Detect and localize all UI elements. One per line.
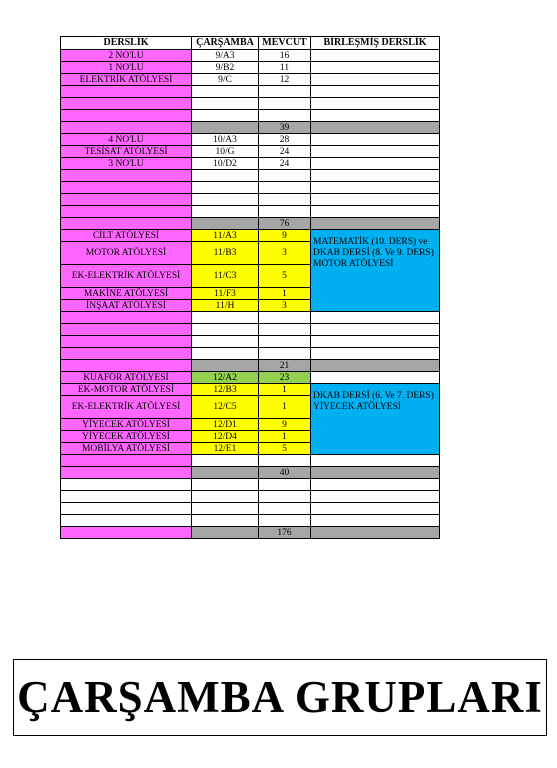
derslik-cell — [61, 218, 192, 230]
mevcut-cell: 176 — [259, 527, 311, 539]
carsamba-cell: 11/A3 — [192, 230, 259, 242]
carsamba-cell — [192, 206, 259, 218]
table-row — [61, 324, 440, 336]
derslik-cell: YİYECEK ATÖLYESİ — [61, 419, 192, 431]
derslik-cell: TESİSAT ATÖLYESİ — [61, 146, 192, 158]
mevcut-cell: 11 — [259, 62, 311, 74]
table-row — [61, 384, 440, 396]
subtotal-row — [61, 122, 440, 134]
header-birlesmis-derslik: BİRLEŞMİŞ DERSLİK — [311, 37, 440, 50]
carsamba-cell: 10/D2 — [192, 158, 259, 170]
table-row — [61, 62, 440, 74]
table-row — [61, 110, 440, 122]
derslik-cell — [61, 122, 192, 134]
table-row — [61, 74, 440, 86]
birlesmis-derslik-line: DKAB DERSİ (6. Ve 7. DERS) — [313, 391, 434, 401]
subtotal-row — [61, 360, 440, 372]
derslik-cell: CİLT ATÖLYESİ — [61, 230, 192, 242]
carsamba-cell — [192, 98, 259, 110]
birlesmis-derslik-cell — [311, 479, 440, 491]
subtotal-row — [61, 467, 440, 479]
birlesmis-derslik-cell — [311, 230, 440, 312]
carsamba-cell: 12/C5 — [192, 396, 259, 419]
schedule-table-body — [61, 50, 440, 539]
table-row — [61, 372, 440, 384]
birlesmis-derslik-cell — [311, 206, 440, 218]
mevcut-cell — [259, 491, 311, 503]
table-row — [61, 491, 440, 503]
birlesmis-derslik-cell — [311, 515, 440, 527]
birlesmis-derslik-cell — [311, 384, 440, 455]
carsamba-cell — [192, 86, 259, 98]
carsamba-cell — [192, 194, 259, 206]
derslik-cell — [61, 110, 192, 122]
birlesmis-derslik-cell — [311, 182, 440, 194]
mevcut-cell: 1 — [259, 288, 311, 300]
carsamba-cell — [192, 467, 259, 479]
derslik-cell — [61, 324, 192, 336]
birlesmis-derslik-cell — [311, 122, 440, 134]
birlesmis-derslik-line: MOTOR ATÖLYESİ — [313, 259, 394, 269]
derslik-cell: EK-MOTOR ATÖLYESİ — [61, 384, 192, 396]
mevcut-cell — [259, 312, 311, 324]
derslik-cell — [61, 467, 192, 479]
carsamba-cell: 11/H — [192, 300, 259, 312]
carsamba-cell — [192, 348, 259, 360]
derslik-cell: YİYECEK ATÖLYESİ — [61, 431, 192, 443]
birlesmis-derslik-cell — [311, 98, 440, 110]
mevcut-cell: 12 — [259, 74, 311, 86]
mevcut-cell — [259, 98, 311, 110]
derslik-cell — [61, 455, 192, 467]
mevcut-cell: 76 — [259, 218, 311, 230]
table-row — [61, 134, 440, 146]
carsamba-cell: 12/E1 — [192, 443, 259, 455]
carsamba-cell — [192, 182, 259, 194]
derslik-cell — [61, 312, 192, 324]
derslik-cell: ELEKTRİK ATÖLYESİ — [61, 74, 192, 86]
derslik-cell — [61, 86, 192, 98]
derslik-cell: KUAFÖR ATÖLYESİ — [61, 372, 192, 384]
carsamba-cell: 12/A2 — [192, 372, 259, 384]
birlesmis-derslik-cell — [311, 194, 440, 206]
carsamba-cell: 9/B2 — [192, 62, 259, 74]
mevcut-cell: 24 — [259, 146, 311, 158]
derslik-cell — [61, 479, 192, 491]
mevcut-cell: 5 — [259, 265, 311, 288]
birlesmis-derslik-cell — [311, 455, 440, 467]
table-row — [61, 455, 440, 467]
birlesmis-derslik-cell — [311, 360, 440, 372]
mevcut-cell — [259, 479, 311, 491]
mevcut-cell: 1 — [259, 431, 311, 443]
derslik-cell: 4 NO'LU — [61, 134, 192, 146]
mevcut-cell — [259, 515, 311, 527]
derslik-cell — [61, 182, 192, 194]
carsamba-cell — [192, 312, 259, 324]
table-row — [61, 503, 440, 515]
derslik-cell — [61, 206, 192, 218]
derslik-cell — [61, 360, 192, 372]
derslik-cell: EK-ELEKTRİK ATÖLYESİ — [61, 396, 192, 419]
birlesmis-derslik-cell — [311, 336, 440, 348]
table-row — [61, 479, 440, 491]
mevcut-cell — [259, 348, 311, 360]
derslik-cell: İNŞAAT ATÖLYESİ — [61, 300, 192, 312]
carsamba-cell: 11/F3 — [192, 288, 259, 300]
subtotal-row — [61, 218, 440, 230]
carsamba-cell — [192, 527, 259, 539]
derslik-cell — [61, 527, 192, 539]
derslik-cell — [61, 491, 192, 503]
table-row — [61, 515, 440, 527]
table-row — [61, 98, 440, 110]
carsamba-cell — [192, 218, 259, 230]
mevcut-cell: 1 — [259, 384, 311, 396]
carsamba-cell — [192, 491, 259, 503]
birlesmis-derslik-cell — [311, 134, 440, 146]
birlesmis-derslik-cell — [311, 467, 440, 479]
carsamba-cell — [192, 122, 259, 134]
table-row — [61, 182, 440, 194]
birlesmis-derslik-cell — [311, 348, 440, 360]
carsamba-cell — [192, 479, 259, 491]
table-row — [61, 158, 440, 170]
birlesmis-derslik-line: MATEMATİK (10. DERS) ve — [313, 237, 428, 247]
birlesmis-derslik-cell — [311, 50, 440, 62]
mevcut-cell: 3 — [259, 300, 311, 312]
birlesmis-derslik-line: DKAB DERSİ (8. Ve 9. DERS) — [313, 248, 434, 258]
derslik-cell — [61, 348, 192, 360]
carsamba-cell: 11/B3 — [192, 242, 259, 265]
table-row — [61, 146, 440, 158]
birlesmis-derslik-cell — [311, 86, 440, 98]
birlesmis-derslik-cell — [311, 324, 440, 336]
header-row — [61, 37, 440, 50]
mevcut-cell: 21 — [259, 360, 311, 372]
derslik-cell — [61, 194, 192, 206]
schedule-table-container — [60, 36, 439, 539]
mevcut-cell: 24 — [259, 158, 311, 170]
table-row — [61, 194, 440, 206]
carsamba-cell: 9/C — [192, 74, 259, 86]
mevcut-cell — [259, 194, 311, 206]
table-row — [61, 86, 440, 98]
mevcut-cell — [259, 503, 311, 515]
header-carsamba: ÇARŞAMBA — [192, 37, 259, 50]
carsamba-cell: 10/A3 — [192, 134, 259, 146]
subtotal-row — [61, 527, 440, 539]
mevcut-cell — [259, 336, 311, 348]
carsamba-cell: 11/C3 — [192, 265, 259, 288]
carsamba-cell — [192, 324, 259, 336]
derslik-cell — [61, 336, 192, 348]
carsamba-cell — [192, 170, 259, 182]
mevcut-cell: 9 — [259, 230, 311, 242]
carsamba-cell: 12/D1 — [192, 419, 259, 431]
derslik-cell — [61, 170, 192, 182]
birlesmis-derslik-cell — [311, 491, 440, 503]
birlesmis-derslik-cell — [311, 372, 440, 384]
birlesmis-derslik-cell — [311, 312, 440, 324]
derslik-cell: 3 NO'LU — [61, 158, 192, 170]
mevcut-cell: 28 — [259, 134, 311, 146]
carsamba-cell — [192, 110, 259, 122]
table-row — [61, 230, 440, 242]
page-title: ÇARŞAMBA GRUPLARI — [13, 659, 547, 736]
derslik-cell — [61, 503, 192, 515]
birlesmis-derslik-cell — [311, 74, 440, 86]
birlesmis-derslik-cell — [311, 146, 440, 158]
derslik-cell: MOTOR ATÖLYESİ — [61, 242, 192, 265]
carsamba-cell — [192, 503, 259, 515]
derslik-cell — [61, 98, 192, 110]
schedule-table — [60, 36, 440, 539]
header-derslik: DERSLİK — [61, 37, 192, 50]
mevcut-cell — [259, 324, 311, 336]
table-row — [61, 348, 440, 360]
derslik-cell: 2 NO'LU — [61, 50, 192, 62]
birlesmis-derslik-cell — [311, 527, 440, 539]
mevcut-cell: 23 — [259, 372, 311, 384]
derslik-cell: EK-ELEKTRİK ATÖLYESİ — [61, 265, 192, 288]
mevcut-cell: 5 — [259, 443, 311, 455]
birlesmis-derslik-line: YİYECEK ATÖLYESİ — [313, 402, 401, 412]
mevcut-cell — [259, 170, 311, 182]
birlesmis-derslik-cell — [311, 110, 440, 122]
table-row — [61, 170, 440, 182]
derslik-cell: MAKİNE ATÖLYESİ — [61, 288, 192, 300]
table-row — [61, 312, 440, 324]
mevcut-cell: 1 — [259, 396, 311, 419]
carsamba-cell — [192, 336, 259, 348]
carsamba-cell: 12/B3 — [192, 384, 259, 396]
table-row — [61, 50, 440, 62]
mevcut-cell: 3 — [259, 242, 311, 265]
mevcut-cell — [259, 206, 311, 218]
carsamba-cell: 9/A3 — [192, 50, 259, 62]
carsamba-cell: 12/D4 — [192, 431, 259, 443]
birlesmis-derslik-cell — [311, 218, 440, 230]
derslik-cell: MOBİLYA ATÖLYESİ — [61, 443, 192, 455]
table-row — [61, 336, 440, 348]
derslik-cell: 1 NO'LU — [61, 62, 192, 74]
mevcut-cell — [259, 110, 311, 122]
birlesmis-derslik-cell — [311, 503, 440, 515]
mevcut-cell: 9 — [259, 419, 311, 431]
derslik-cell — [61, 515, 192, 527]
mevcut-cell: 39 — [259, 122, 311, 134]
mevcut-cell — [259, 86, 311, 98]
carsamba-cell: 10/G — [192, 146, 259, 158]
mevcut-cell — [259, 455, 311, 467]
mevcut-cell: 40 — [259, 467, 311, 479]
birlesmis-derslik-cell — [311, 62, 440, 74]
carsamba-cell — [192, 515, 259, 527]
header-mevcut: MEVCUT — [259, 37, 311, 50]
mevcut-cell: 16 — [259, 50, 311, 62]
carsamba-cell — [192, 455, 259, 467]
birlesmis-derslik-cell — [311, 170, 440, 182]
table-row — [61, 206, 440, 218]
birlesmis-derslik-cell — [311, 158, 440, 170]
carsamba-cell — [192, 360, 259, 372]
mevcut-cell — [259, 182, 311, 194]
